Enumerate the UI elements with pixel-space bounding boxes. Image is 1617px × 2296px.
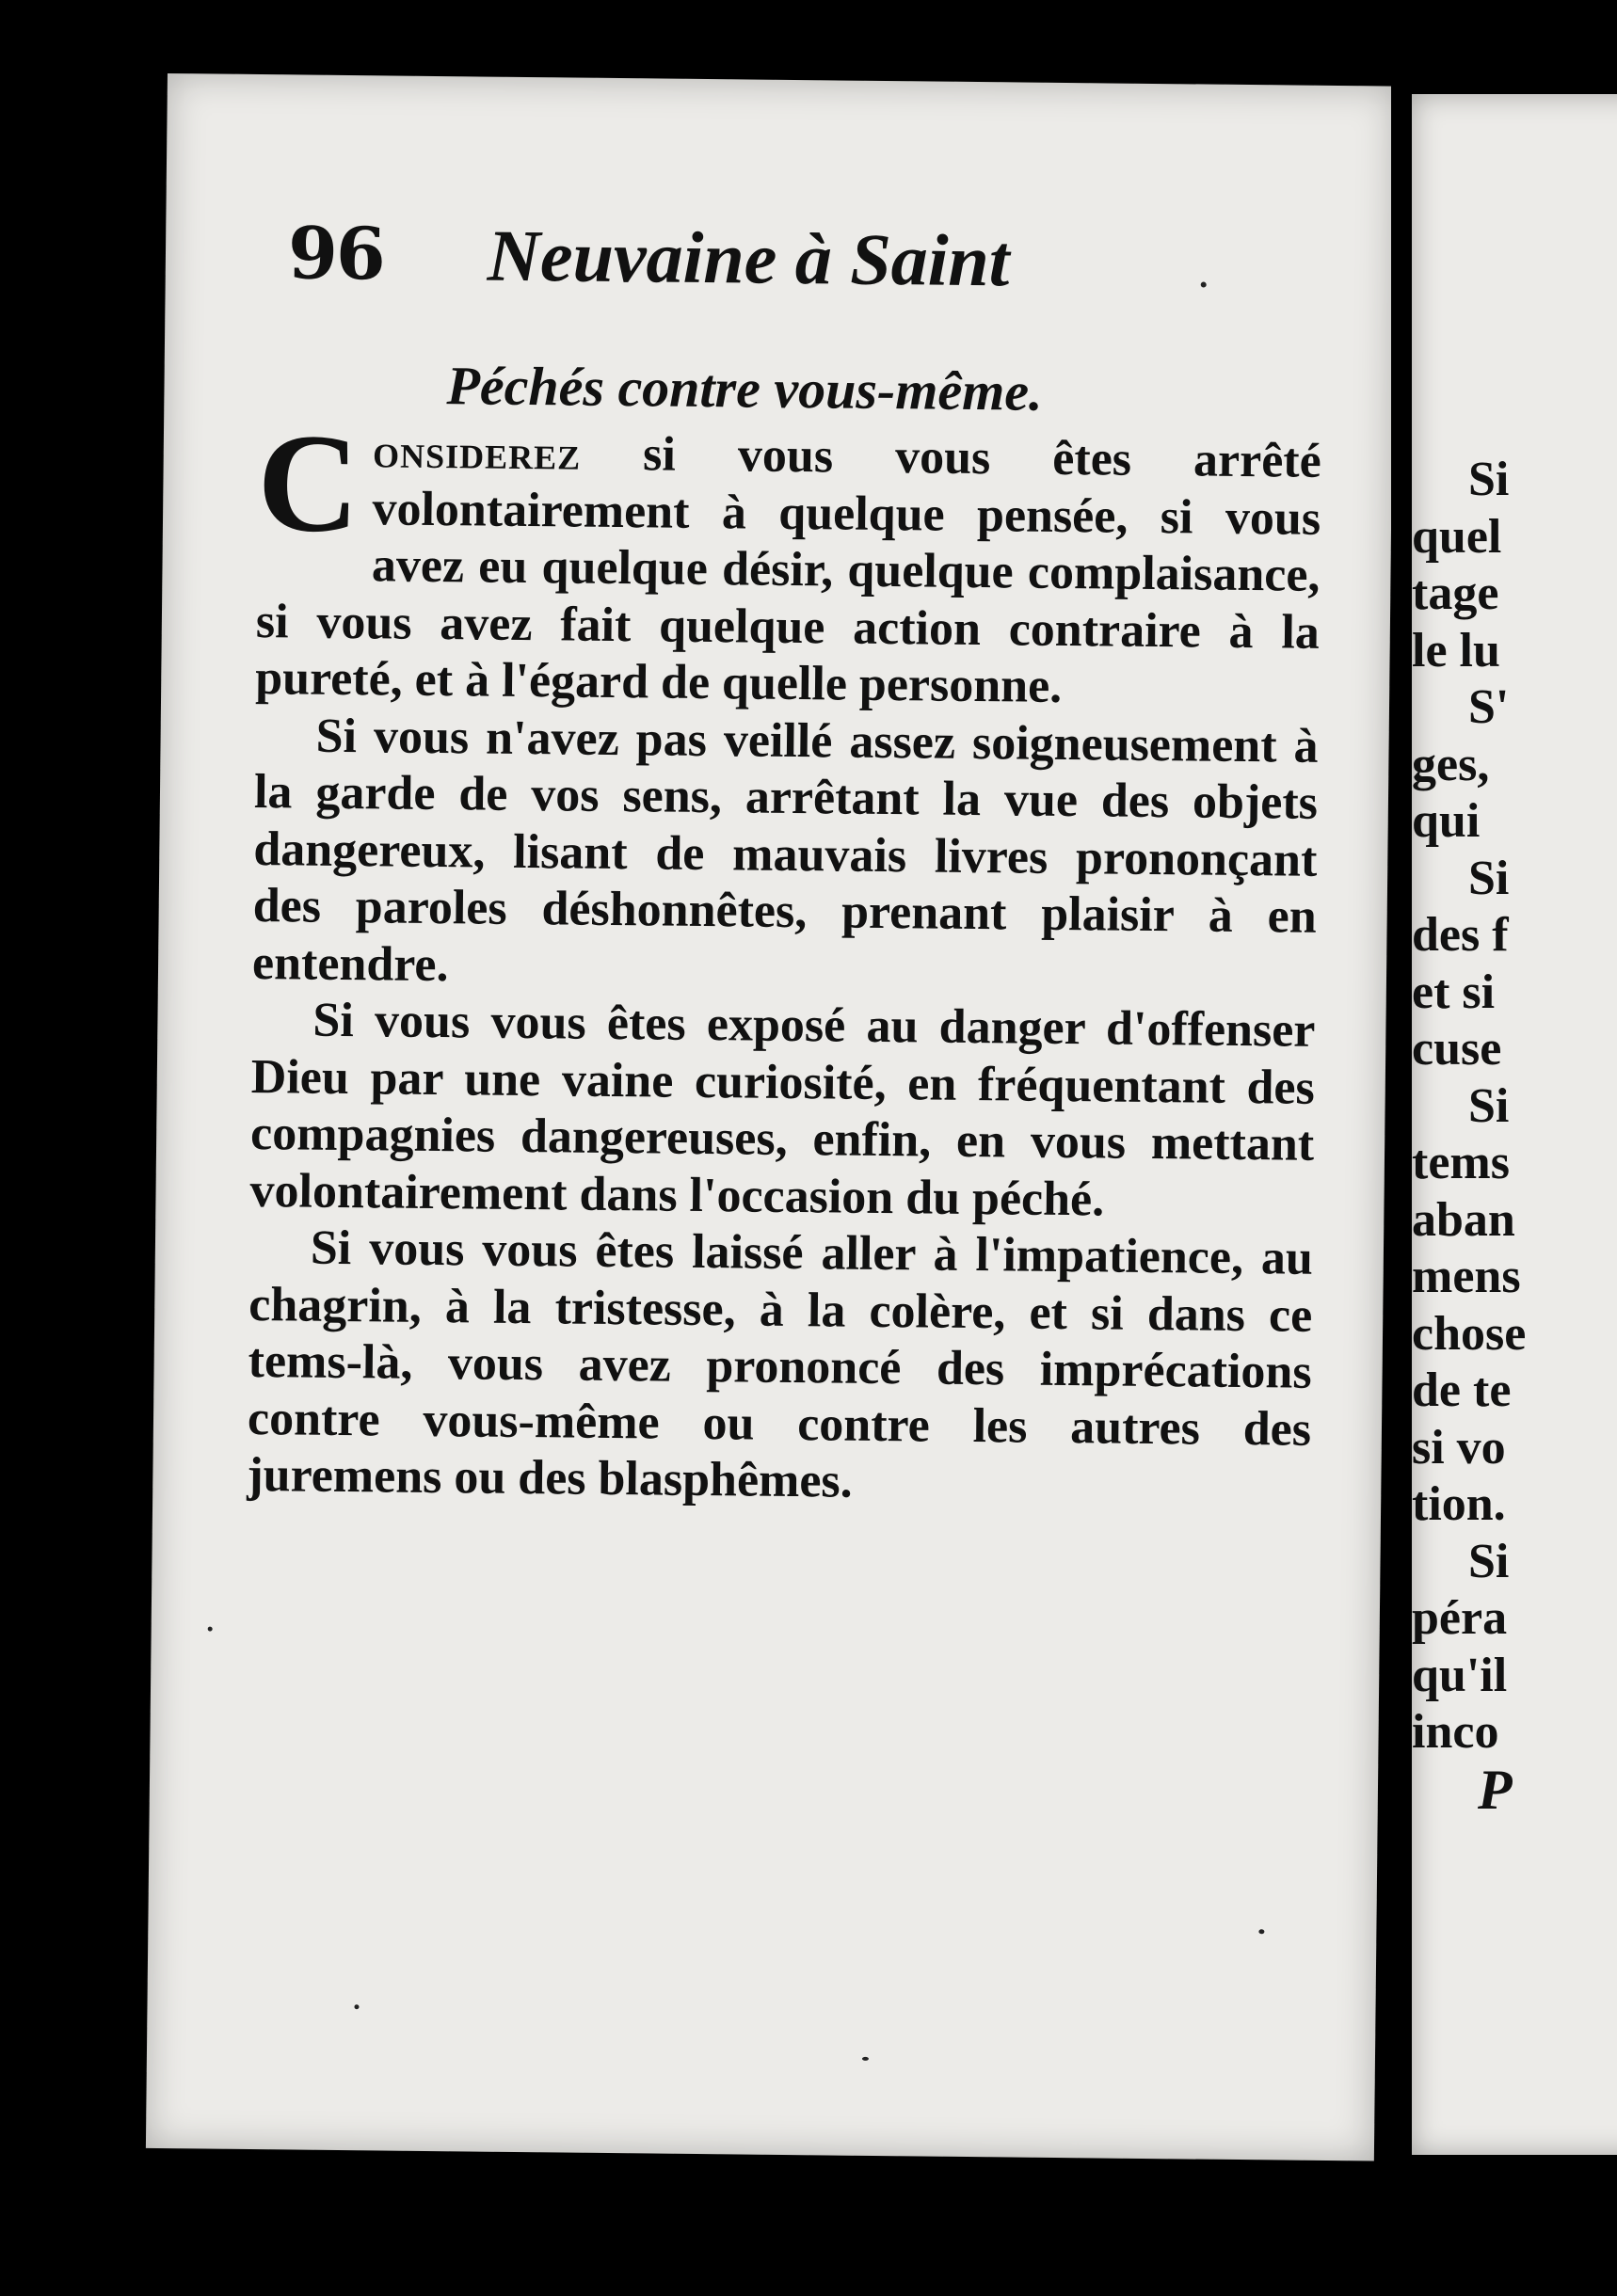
- right-page-line-fragment: des f: [1412, 908, 1509, 962]
- running-head: [288, 211, 1010, 303]
- right-page-line-fragment: Si: [1468, 851, 1510, 905]
- page-number: 96: [287, 211, 385, 296]
- right-page-line-fragment: et si: [1412, 965, 1496, 1019]
- right-page-line-fragment: P: [1478, 1758, 1513, 1821]
- right-page-line-fragment: Si: [1468, 1078, 1510, 1133]
- right-page-line-fragment: chose: [1412, 1306, 1527, 1361]
- right-page-line-fragment: péra: [1412, 1591, 1508, 1645]
- left-page: [146, 73, 1396, 2161]
- right-page-line-fragment: S': [1468, 680, 1510, 734]
- speck: [862, 2057, 869, 2061]
- speck: [1201, 282, 1207, 288]
- right-page: [1412, 94, 1617, 2155]
- section-heading: Péchés contre vous-même.: [446, 355, 1043, 423]
- right-page-lines: [1412, 452, 1527, 1821]
- right-page-line-fragment: Si: [1468, 1534, 1510, 1588]
- right-page-line-fragment: tage: [1412, 566, 1499, 620]
- right-page-line-fragment: tems: [1412, 1136, 1510, 1189]
- paragraph-4: Si vous vous êtes laissé aller à l'impatience, au chagrin, à la tristesse, à la colère, et si dans ce tems-là, vous avez prononcé des imprécations contre vous-même ou contre les autres des juremens ou des blasphêmes.: [247, 1220, 1314, 1508]
- right-page-line-fragment: aban: [1412, 1192, 1515, 1247]
- right-page-line-fragment: le lu: [1412, 623, 1500, 678]
- right-page-line-fragment: quel: [1412, 509, 1502, 564]
- running-title: Neuvaine à Saint: [487, 214, 1010, 302]
- body-text: [247, 405, 1322, 1515]
- speck: [208, 1627, 213, 1632]
- right-page-line-fragment: cuse: [1412, 1022, 1502, 1076]
- right-page-line-fragment: Si: [1468, 453, 1510, 506]
- right-page-line-fragment: mens: [1412, 1250, 1521, 1303]
- paragraph-2: Si vous n'avez pas veillé assez soigneusement à la garde de vos sens, arrêtant la vue des objets dangereux, lisant de mauvais livres prononçant des paroles déshonnêtes, prenant plaisir à en entendre.: [251, 709, 1319, 992]
- right-page-line-fragment: qui: [1412, 794, 1481, 848]
- right-page-line-fragment: inco: [1412, 1705, 1499, 1759]
- drop-cap: C: [256, 405, 360, 563]
- right-page-line-fragment: ges,: [1412, 737, 1490, 791]
- paragraph-1: [254, 405, 1322, 718]
- right-page-line-fragment: de te: [1412, 1363, 1512, 1417]
- right-page-line-fragment: tion.: [1412, 1477, 1506, 1531]
- speck: [1258, 1929, 1264, 1934]
- right-page-line-fragment: si vo: [1412, 1420, 1506, 1475]
- paragraph-text: si vous vous êtes arrêté volontairement à quelque pensée, si vous avez eu quelque désir, quelque complaisance, si vous avez fait quelque action contraire à la pureté, et à l'égard de quelle personne.: [254, 426, 1322, 713]
- paragraph-lead-word: onsiderez: [372, 424, 582, 481]
- right-page-line-fragment: qu'il: [1412, 1648, 1508, 1702]
- speck: [354, 2004, 359, 2009]
- paragraph-3: Si vous vous êtes exposé au danger d'offenser Dieu par une vaine curiosité, en fréquentant des compagnies dangereuses, enfin, en vous mettant volontairement dans l'occasion du péché.: [249, 993, 1316, 1226]
